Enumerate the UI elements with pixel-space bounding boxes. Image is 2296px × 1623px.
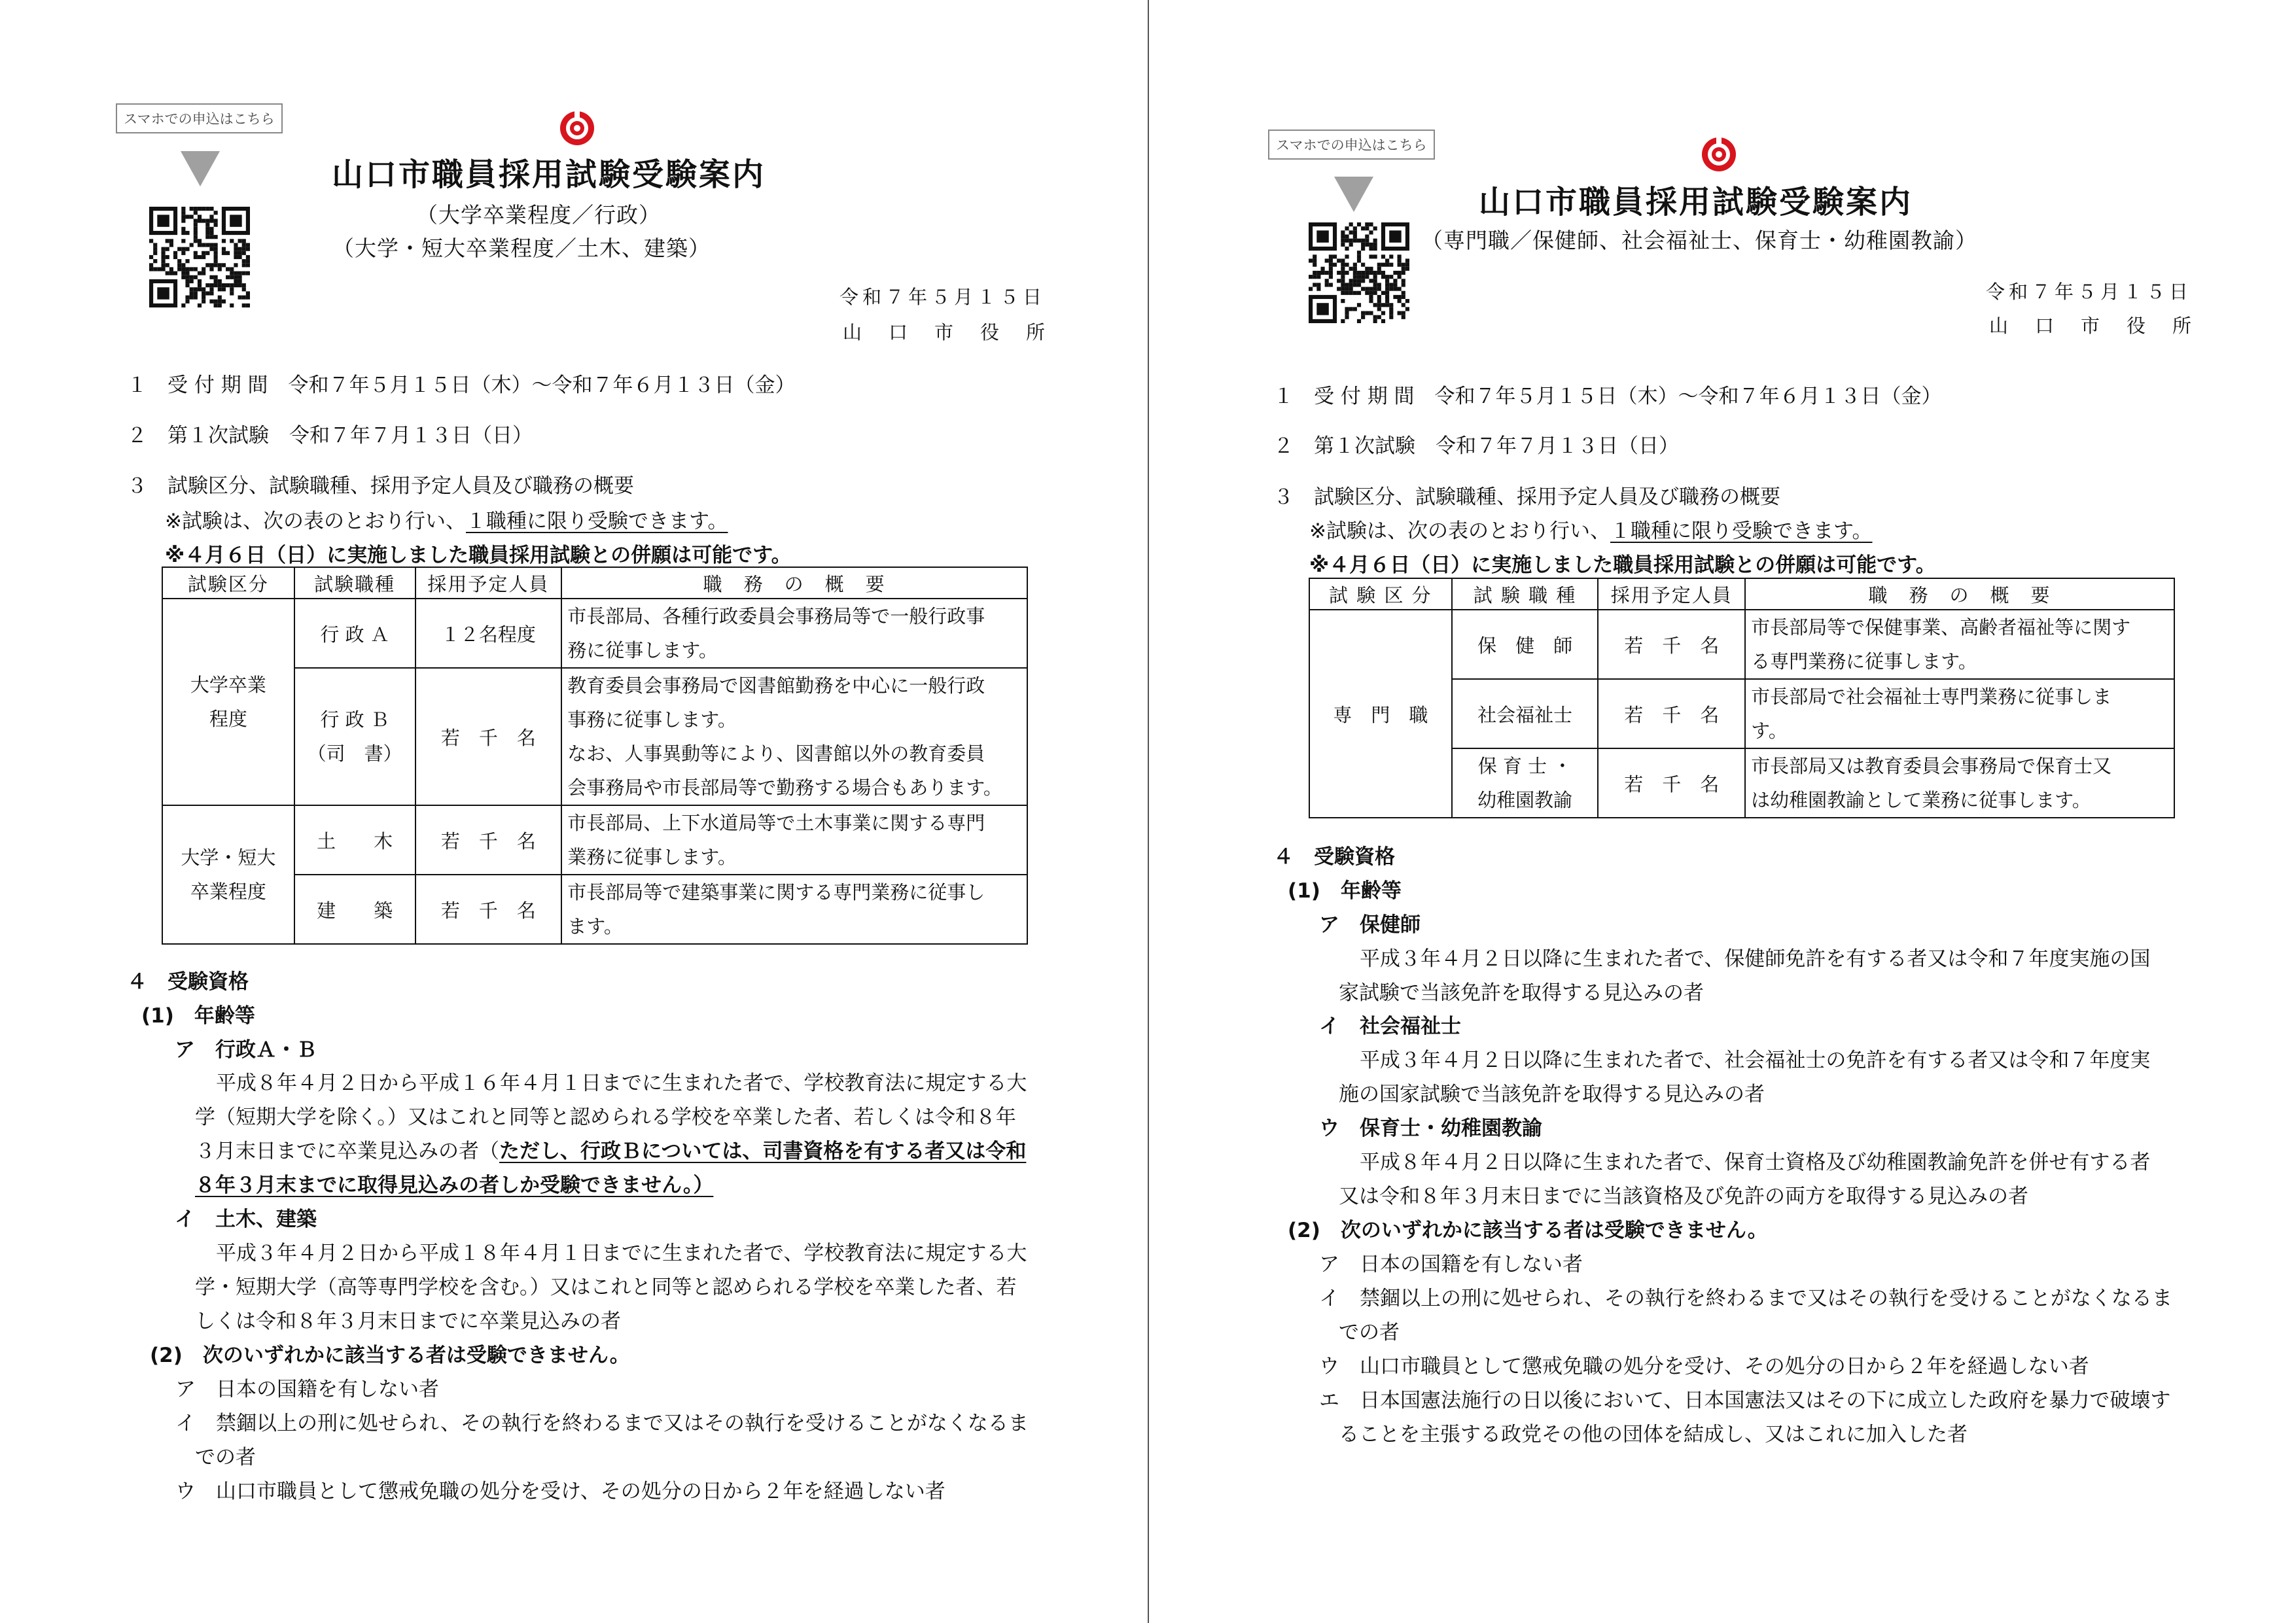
table-header: 試 験 区 分 [1309,578,1452,610]
item-a-text: 家試験で当該免許を取得する見込みの者 [1339,981,1704,1005]
disqualification-item: ウ 山口市職員として懲戒免職の処分を受け、その処分の日から２年を経過しない者 [175,1480,945,1503]
item-a-text: ３月末日までに卒業見込みの者（ただし、行政Ｂについては、司書資格を有する者又は令和 [195,1140,1027,1163]
down-arrow-icon [1334,177,1373,212]
subtitle: （専門職／保健師、社会福祉士、保育士・幼稚園教諭） [1421,228,1977,253]
table-header: 試験区分 [162,567,294,599]
exam-job: 行 政 Ａ [294,599,415,668]
table-header: 試験職種 [294,567,415,599]
issuer: 山 口 市 役 所 [1989,315,2196,337]
exam-table [162,567,1028,945]
hire-count: 若 千 名 [415,805,562,875]
note-2: ※４月６日（日）に実施しました職員採用試験との併願は可能です。 [165,544,792,567]
section-4-heading: ４ 受験資格 [127,970,249,994]
disqualification-item: ることを主張する政党その他の団体を結成し、又はこれに加入した者 [1339,1423,1968,1446]
exam-category: 大学・短大 卒業程度 [162,805,294,944]
note-2: ※４月６日（日）に実施しました職員採用試験との併願は可能です。 [1309,553,1936,577]
disqualification-item: エ 日本国憲法施行の日以後において、日本国憲法又はその下に成立した政府を暴力で破壊す [1319,1389,2171,1412]
item-a-text: 平成８年４月２日から平成１６年４月１日までに生まれた者で、学校教育法に規定する大 [216,1072,1027,1095]
item-a-text: 学（短期大学を除く。）又はこれと同等と認められる学校を卒業した者、若しくは令和８年 [195,1106,1016,1129]
smartphone-apply-label[interactable]: スマホでの申込はこちら [116,103,283,133]
section-1-application-period: １ 受 付 期 間 令和７年５月１５日（木）～令和７年６月１３日（金） [1273,385,1942,408]
item-i-text: 学・短期大学（高等専門学校を含む。）又はこれと同等と認められる学校を卒業した者、若 [195,1276,1017,1299]
exam-job: 社会福祉士 [1452,679,1598,748]
section-3-heading: ３ 試験区分、試験職種、採用予定人員及び職務の概要 [1273,485,1780,509]
item-u-heading: ウ 保育士・幼稚園教諭 [1319,1117,1542,1140]
right-page [1149,0,2296,1623]
exam-job: 保 健 師 [1452,610,1598,679]
subtitle-1: （大学卒業程度／行政） [416,202,661,228]
section-2-first-exam: ２ 第１次試験 令和７年７月１３日（日） [127,424,533,447]
note-1: ※試験は、次の表のとおり行い、１職種に限り受験できます。 [165,510,728,533]
section-4-heading: ４ 受験資格 [1273,845,1395,869]
item-a-text: ８年３月末までに取得見込みの者しか受験できません。） [195,1174,714,1197]
note-1: ※試験は、次の表のとおり行い、１職種に限り受験できます。 [1309,519,1873,543]
item-i-text: 平成３年４月２日から平成１８年４月１日までに生まれた者で、学校教育法に規定する大 [216,1242,1027,1265]
item-u-text: 又は令和８年３月末日までに当該資格及び免許の両方を取得する見込みの者 [1339,1185,2028,1208]
job-description: 市長部局又は教育委員会事務局で保育士又 は幼稚園教諭として業務に従事します。 [1745,748,2174,818]
issue-date: 令和７年５月１５日 [839,286,1046,308]
page-title: 山口市職員採用試験受験案内 [332,156,766,193]
exam-job: 土 木 [294,805,415,875]
item-i-heading: イ 土木、建築 [175,1208,317,1231]
item-a-text: 平成３年４月２日以降に生まれた者で、保健師免許を有する者又は令和７年度実施の国 [1360,947,2151,971]
exam-category: 専 門 職 [1309,610,1452,818]
page-title: 山口市職員採用試験受験案内 [1479,184,1913,220]
hire-count: 若 千 名 [1598,610,1745,679]
item-i-text: 平成３年４月２日以降に生まれた者で、社会福祉士の免許を有する者又は令和７年度実 [1360,1049,2151,1072]
table-header: 採用予定人員 [415,567,562,599]
hire-count: 若 千 名 [415,875,562,944]
qr-code-icon[interactable] [1309,222,1409,323]
hire-count: １２名程度 [415,599,562,668]
item-i-heading: イ 社会福祉士 [1319,1015,1461,1038]
subsection-age: (1) 年齢等 [1288,879,1402,903]
item-a-heading: ア 保健師 [1319,913,1421,937]
table-header: 採用予定人員 [1598,578,1745,610]
disqualification-item: イ 禁錮以上の刑に処せられ、その執行を終わるまで又はその執行を受けることがなくなるま [175,1412,1029,1435]
exam-table [1309,578,2175,818]
section-3-heading: ３ 試験区分、試験職種、採用予定人員及び職務の概要 [127,474,634,498]
job-description: 教育委員会事務局で図書館勤務を中心に一般行政 事務に従事します。 なお、人事異動等により、図書館以外の教育委員 会事務局や市長部局等で勤務する場合もあります。 [561,668,1027,805]
job-description: 市長部局、上下水道局等で土木事業に関する専門 業務に従事します。 [561,805,1027,875]
job-description: 市長部局で社会福祉士専門業務に従事しま す。 [1745,679,2174,748]
item-u-text: 平成８年４月２日以降に生まれた者で、保育士資格及び幼稚園教諭免許を併せ有する者 [1360,1151,2151,1174]
section-2-first-exam: ２ 第１次試験 令和７年７月１３日（日） [1273,434,1679,458]
job-description: 市長部局、各種行政委員会事務局等で一般行政事 務に従事します。 [561,599,1027,668]
down-arrow-icon [181,151,220,186]
item-i-text: しくは令和８年３月末日までに卒業見込みの者 [195,1310,621,1333]
issue-date: 令和７年５月１５日 [1986,281,2193,303]
table-header: 職 務 の 概 要 [1745,578,2174,610]
disqualification-item: ア 日本の国籍を有しない者 [175,1378,439,1401]
smartphone-apply-label[interactable]: スマホでの申込はこちら [1268,130,1435,160]
job-description: 市長部局等で建築事業に関する専門業務に従事し ます。 [561,875,1027,944]
section-1-application-period: １ 受 付 期 間 令和７年５月１５日（木）～令和７年６月１３日（金） [127,374,796,397]
table-header: 試 験 職 種 [1452,578,1598,610]
hire-count: 若 千 名 [1598,748,1745,818]
exam-job: 保 育 士 ・ 幼稚園教諭 [1452,748,1598,818]
qr-code-icon[interactable] [149,207,250,307]
subtitle-2: （大学・短大卒業程度／土木、建築） [332,236,711,261]
item-a-heading: ア 行政Ａ・Ｂ [175,1038,317,1062]
subsection-disqualification: (2) 次のいずれかに該当する者は受験できません。 [1288,1219,1768,1242]
disqualification-item: ア 日本の国籍を有しない者 [1319,1253,1583,1276]
disqualification-item: ウ 山口市職員として懲戒免職の処分を受け、その処分の日から２年を経過しない者 [1319,1355,2089,1378]
disqualification-item: での者 [195,1446,256,1469]
issuer: 山 口 市 役 所 [843,321,1050,343]
yamaguchi-city-emblem-icon [559,110,595,147]
subsection-age: (1) 年齢等 [141,1004,255,1028]
exam-job: 建 築 [294,875,415,944]
job-description: 市長部局等で保健事業、高齢者福祉等に関す る専門業務に従事します。 [1745,610,2174,679]
hire-count: 若 千 名 [1598,679,1745,748]
hire-count: 若 千 名 [415,668,562,805]
disqualification-item: での者 [1339,1321,1400,1344]
subsection-disqualification: (2) 次のいずれかに該当する者は受験できません。 [150,1344,630,1367]
table-header: 職 務 の 概 要 [561,567,1027,599]
item-i-text: 施の国家試験で当該免許を取得する見込みの者 [1339,1083,1765,1106]
disqualification-item: イ 禁錮以上の刑に処せられ、その執行を終わるまで又はその執行を受けることがなくなるま [1319,1287,2172,1310]
exam-category: 大学卒業 程度 [162,599,294,805]
exam-job: 行 政 Ｂ （司 書） [294,668,415,805]
yamaguchi-city-emblem-icon [1701,136,1737,173]
